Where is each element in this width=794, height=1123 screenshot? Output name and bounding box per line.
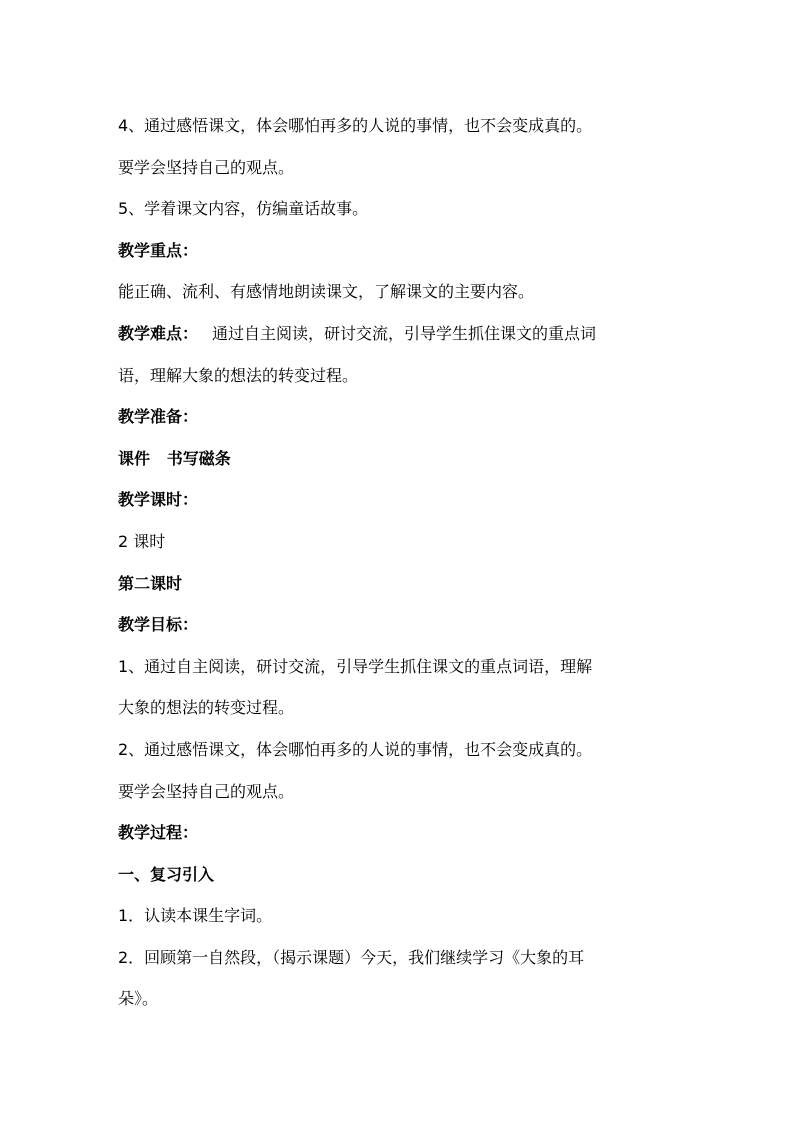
heading-class-hours: 教学课时： bbox=[118, 490, 199, 510]
review-step-2-line-2: 朵》。 bbox=[118, 989, 159, 1009]
heading-key-points: 教学重点： bbox=[118, 240, 199, 260]
difficulty-text-2: 语，理解大象的想法的转变过程。 bbox=[118, 365, 359, 385]
heading-preparation: 教学准备： bbox=[118, 407, 199, 427]
objective-1-line-1: 1、通过自主阅读，研讨交流，引导学生抓住课文的重点词语，理解 bbox=[118, 656, 593, 676]
heading-process: 教学过程： bbox=[118, 823, 199, 843]
review-step-1: 1．认读本课生字词。 bbox=[118, 906, 273, 926]
heading-objectives: 教学目标： bbox=[118, 615, 199, 635]
objective-1-line-2: 大象的想法的转变过程。 bbox=[118, 698, 295, 718]
heading-second-lesson: 第二课时 bbox=[118, 573, 183, 593]
document-body bbox=[118, 105, 678, 1020]
objective-2-line-1: 2、通过感悟课文，体会哪怕再多的人说的事情，也不会变成真的。 bbox=[118, 739, 593, 759]
heading-review: 一、复习引入 bbox=[118, 864, 215, 884]
preparation-items: 课件 书写磁条 bbox=[118, 448, 231, 468]
difficulty-line bbox=[118, 313, 678, 355]
heading-difficulty: 教学难点： bbox=[118, 323, 199, 343]
review-step-2-line-1: 2．回顾第一自然段，（揭示课题）今天，我们继续学习《大象的耳 bbox=[118, 947, 585, 967]
objective-2-line-2: 要学会坚持自己的观点。 bbox=[118, 781, 295, 801]
objective-5: 5、学着课文内容，仿编童话故事。 bbox=[118, 199, 369, 219]
objective-4-line-1: 4、通过感悟课文，体会哪怕再多的人说的事情，也不会变成真的。 bbox=[118, 116, 593, 135]
difficulty-text-1: 通过自主阅读，研讨交流，引导学生抓住课文的重点词 bbox=[212, 323, 597, 343]
key-points-text: 能正确、流利、有感情地朗读课文，了解课文的主要内容。 bbox=[118, 282, 535, 302]
objective-4-line-2: 要学会坚持自己的观点。 bbox=[118, 157, 295, 177]
class-hours-text: 2 课时 bbox=[118, 531, 166, 551]
